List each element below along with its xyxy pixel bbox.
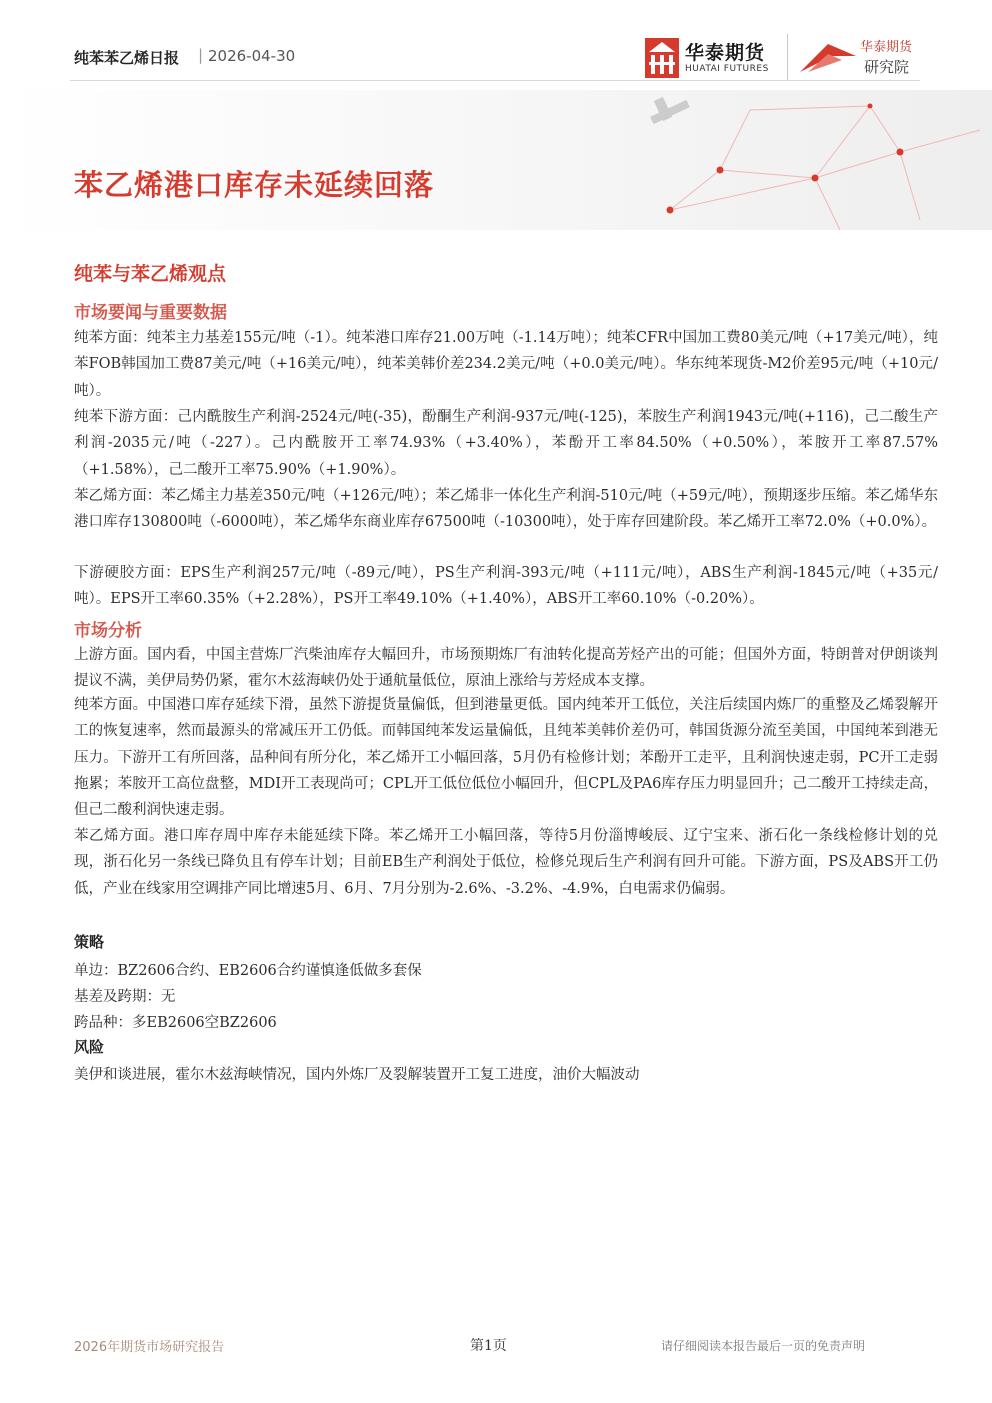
- analysis-paragraph-benzene: 纯苯方面。中国港口库存延续下滑，虽然下游提货量偏低，但到港量更低。国内纯苯开工低位，关注后续国内炼厂的重整及乙烯裂解开工的恢复速率，然而最源头的常减压开工仍低。而韩国纯苯发运量偏低，且纯苯美韩价差仍可，韩国货源分流至美国，中国纯苯到港无压力。下游开工有所回落，品种间有所分化，苯乙烯开工小幅回落，5月仍有检修计划；苯酚开工走平，且利润快速走弱，PC开工走弱拖累；苯胺开工高位盘整，MDI开工表现尚可；CPL开工低位低位小幅回升，但CPL及PA6库存压力明显回升；己二酸开工持续走高，但己二酸利润快速走弱。: [74, 697, 938, 819]
- institute-name-bottom: 研究院: [864, 58, 910, 76]
- huatai-logo-icon: [645, 38, 679, 78]
- strategy-basis-spread: 基差及跨期：无: [74, 989, 176, 1005]
- analysis-paragraph-styrene: 苯乙烯方面。港口库存周中库存未能延续下降。苯乙烯开工小幅回落，等待5月份淄博峻辰、辽宁宝来、浙石化一条线检修计划的兑现，浙石化另一条线已降负且有停车计划；目前EB生产利润处于低位，检修兑现后生产利润有回升可能。下游方面，PS及ABS开工仍低，产业在线家用空调排产同比增速5月、6月、7月分别为-2.6%、-3.2%、-4.9%，白电需求仍偏弱。: [74, 828, 938, 897]
- institute-logo-icon: [798, 38, 858, 76]
- page-header: [0, 0, 992, 90]
- header-rule: [70, 80, 920, 81]
- network-graphic-icon: [620, 90, 992, 230]
- section-heading: 纯苯与苯乙烯观点: [74, 263, 227, 285]
- footer-page-number: 第1页: [470, 1338, 507, 1354]
- footer-disclaimer-note: 请仔细阅读本报告最后一页的免责声明: [661, 1339, 866, 1353]
- news-paragraph-benzene: 纯苯方面：纯苯主力基差155元/吨（-1）。纯苯港口库存21.00万吨（-1.14万吨）；纯苯CFR中国加工费80美元/吨（+17美元/吨），纯苯FOB韩国加工费87美元/吨（+16美元/吨），纯苯美韩价差234.2美元/吨（+0.0美元/吨）。华东纯苯现货-M2价差95元/吨（+10元/吨）。: [74, 330, 938, 399]
- analysis-heading: 市场分析: [74, 621, 142, 641]
- news-paragraph-styrene: 苯乙烯方面：苯乙烯主力基差350元/吨（+126元/吨）；苯乙烯非一体化生产利润-510元/吨（+59元/吨），预期逐步压缩。苯乙烯华东港口库存130800吨（-6000吨），苯乙烯华东商业库存67500吨（-10300吨），处于库存回建阶段。苯乙烯开工率72.0%（+0.0%）。: [74, 488, 938, 531]
- footer-report-label: 2026年期货市场研究报告: [74, 1340, 225, 1355]
- news-heading: 市场要闻与重要数据: [74, 303, 227, 323]
- logo-chinese-name: 华泰期货: [685, 42, 766, 64]
- strategy-cross-product: 跨品种：多EB2606空BZ2606: [74, 1015, 277, 1031]
- strategy-single-side: 单边：BZ2606合约、EB2606合约谨慎逢低做多套保: [74, 963, 422, 979]
- logo-english-name: HUATAI FUTURES: [685, 64, 769, 74]
- company-logo: [645, 36, 795, 80]
- news-paragraph-benzene-downstream: 纯苯下游方面：己内酰胺生产利润-2524元/吨(-35)，酚酮生产利润-937元/吨(-125)，苯胺生产利润1943元/吨(+116)，己二酸生产利润-2035元/吨（-227）。己内酰胺开工率74.93%（+3.40%），苯酚开工率84.50%（+0.50%），苯胺开工率87.57%（+1.58%），己二酸开工率75.90%（+1.90%）。: [74, 409, 938, 478]
- risk-heading: 风险: [74, 1038, 105, 1056]
- strategy-heading: 策略: [74, 933, 105, 951]
- institute-name-top: 华泰期货: [860, 40, 913, 55]
- logo-divider: [787, 34, 788, 80]
- analysis-paragraph-upstream: 上游方面。国内看，中国主营炼厂汽柴油库存大幅回升，市场预期炼厂有油转化提高芳烃产出的可能；但国外方面，特朗普对伊朗谈判提议不满，美伊局势仍紧，霍尔木兹海峡仍处于通航量低位，原油上涨给与芳烃成本支撑。: [74, 647, 938, 690]
- report-name: 纯苯苯乙烯日报: [74, 49, 180, 67]
- news-paragraph-downstream-plastics: 下游硬胶方面：EPS生产利润257元/吨（-89元/吨），PS生产利润-393元/吨（+111元/吨），ABS生产利润-1845元/吨（+35元/吨）。EPS开工率60.35%（+2.28%），PS开工率49.10%（+1.40%），ABS开工率60.10%（-0.20%）。: [74, 565, 938, 608]
- report-date: 2026-04-30: [208, 47, 296, 65]
- page-title: 苯乙烯港口库存未延续回落: [74, 168, 435, 202]
- risk-text: 美伊和谈进展，霍尔木兹海峡情况，国内外炼厂及裂解装置开工复工进度，油价大幅波动: [74, 1067, 640, 1083]
- header-separator: |: [198, 46, 204, 64]
